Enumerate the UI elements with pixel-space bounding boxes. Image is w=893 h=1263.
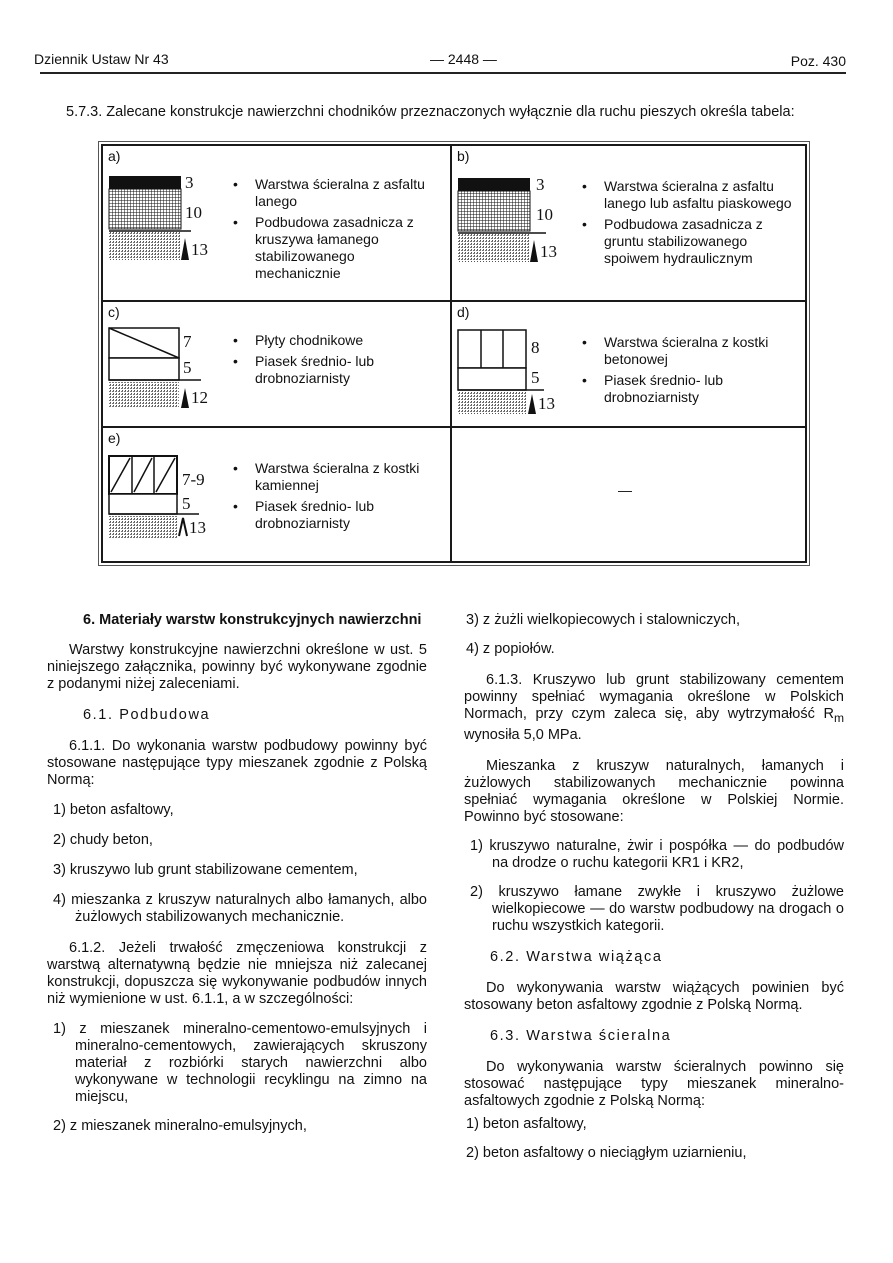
right-column (464, 612, 844, 1162)
thickness-middle: 5 (182, 494, 191, 513)
layer-description: • Warstwa ścieralna z kostki betonowej (582, 334, 792, 368)
layer-list-a (233, 176, 443, 286)
table-cell-b (452, 146, 805, 302)
thickness-top: 3 (536, 175, 545, 194)
list-item: 4) mieszanka z kruszyw naturalnych albo łamanych, albo żużlowych stabilizowanych mechanicznie. (53, 892, 427, 925)
layer-description: • Podbudowa zasadnicza z gruntu stabilizowanego spoiwem hydraulicznym (582, 216, 792, 267)
table-cell-empty (452, 428, 805, 561)
layer-description: • Piasek średnio- lub drobnoziarnisty (233, 498, 443, 532)
section-6-3-text: Do wykonywania warstw ścieralnych powinno się stosować następujące typy mieszanek mineralno-asfaltowych zgodnie z Polską Normą: (464, 1058, 844, 1109)
list-item: 2) z mieszanek mineralno-emulsyjnych, (53, 1118, 307, 1134)
thickness-middle: 5 (183, 358, 192, 377)
layer-diagram-e (109, 456, 219, 566)
cell-label: a) (108, 148, 121, 164)
cell-label: d) (457, 304, 470, 320)
empty-placeholder: — (618, 482, 632, 498)
intro-paragraph: 5.7.3. Zalecane konstrukcje nawierzchni chodników przeznaczonych wyłącznie dla ruchu pieszych określa tabela: (66, 103, 795, 120)
list-item: 1) beton asfaltowy, (53, 802, 174, 818)
section-6-1-3: 6.1.3. Kruszywo lub grunt stabilizowany cementem powinny spełniać wymagania określone w Polskich Normach, przy czym zaleca się, aby wytrzymałość $R_m$ wynosiła 5,0 MPa. (464, 672, 844, 743)
list-item: 4) z popiołów. (466, 641, 555, 657)
thickness-total: 13 (540, 242, 557, 261)
layer-description: • Podbudowa zasadnicza z kruszywa łamanego stabilizowanego mechanicznie (233, 214, 443, 282)
layer-list-c (233, 332, 443, 391)
thickness-total: 13 (189, 518, 206, 537)
layer-description: • Warstwa ścieralna z kostki kamiennej (233, 460, 443, 494)
left-column (47, 612, 427, 1135)
journal-title: Dziennik Ustaw Nr 43 (34, 51, 169, 67)
layer-diagram-b (458, 175, 568, 288)
thickness-total: 13 (191, 240, 208, 259)
mixture-paragraph: Mieszanka z kruszyw naturalnych, łamanych i żużlowych stabilizowanych mechanicznie powinna spełniać wymagania określone w Polskiej Normie. Powinno być stosowane: (464, 757, 844, 825)
list-item: 2) chudy beton, (53, 832, 153, 848)
layer-description: • Piasek średnio- lub drobnoziarnisty (233, 353, 443, 387)
section-6-2-heading: 6.2. Warstwa wiążąca (490, 948, 663, 965)
layer-list-d (582, 334, 792, 410)
table-cell-c (103, 302, 452, 428)
section-6-intro: Warstwy konstrukcyjne nawierzchni określone w ust. 5 niniejszego załącznika, powinny być wykonywane zgodnie z podanymi niżej zaleceniami. (47, 642, 427, 692)
thickness-top: 7 (183, 332, 192, 351)
cell-label: b) (457, 148, 470, 164)
thickness-total: 13 (538, 394, 555, 413)
thickness-middle: 10 (536, 205, 553, 224)
layer-description: • Warstwa ścieralna z asfaltu lanego lub asfaltu piaskowego (582, 178, 792, 212)
section-6-1-heading: 6.1. Podbudowa (83, 707, 211, 723)
section-6-1-1: 6.1.1. Do wykonania warstw podbudowy powinny być stosowane następujące typy mieszanek zgodnie z Polską Normą: (47, 738, 427, 788)
layer-list-e (233, 460, 443, 536)
list-item: 3) z żużli wielkopiecowych i stalowniczych, (466, 612, 740, 628)
section-6-1-2: 6.1.2. Jeżeli trwałość zmęczeniowa konstrukcji z warstwą alternatywną będzie nie mniejsza niż zalecanej konstrukcji, dopuszcza się wykonywanie podbudów innych niż wymienione w ust. 6.1.1, a w szczególności: (47, 940, 427, 1007)
table-cell-e (103, 428, 452, 561)
thickness-middle: 10 (185, 203, 202, 222)
layer-diagram-a (109, 173, 219, 286)
pavement-table (101, 144, 807, 563)
thickness-total: 12 (191, 388, 208, 407)
list-item: 3) kruszywo lub grunt stabilizowane cementem, (53, 862, 358, 878)
layer-description: • Warstwa ścieralna z asfaltu lanego (233, 176, 443, 210)
list-item: 1) beton asfaltowy, (466, 1115, 587, 1132)
section-6-heading: 6. Materiały warstw konstrukcyjnych nawierzchni (83, 612, 422, 628)
list-item: 1) kruszywo naturalne, żwir i pospółka — do podbudów na drodze o ruchu kategorii KR1 i KR2, (470, 837, 844, 871)
thickness-top: 7-9 (182, 470, 205, 489)
section-6-3-heading: 6.3. Warstwa ścieralna (490, 1027, 672, 1044)
table-cell-d (452, 302, 805, 428)
page-header (34, 51, 846, 73)
cell-label: c) (108, 304, 120, 320)
thickness-middle: 5 (531, 368, 540, 387)
layer-diagram-c (109, 328, 219, 438)
layer-diagram-d (458, 330, 568, 440)
list-item: 2) beton asfaltowy o nieciągłym uziarnieniu, (466, 1144, 747, 1161)
thickness-top: 3 (185, 173, 194, 192)
list-item: 2) kruszywo łamane zwykłe i kruszywo żużlowe wielkopiecowe — do warstw podbudowy na drogach o ruchu wszystkich kategorii. (470, 883, 844, 934)
layer-description: • Piasek średnio- lub drobnoziarnisty (582, 372, 792, 406)
layer-description: • Płyty chodnikowe (233, 332, 443, 349)
list-item: 1) z mieszanek mineralno-cementowo-emulsyjnych i mineralno-cementowych, zawierających skruszony materiał z rozbiórki starych nawierzchni albo wykonywane w technologii recyklingu na zimno na miejscu, (53, 1021, 427, 1105)
cell-label: e) (108, 430, 121, 446)
position-number: Poz. 430 (790, 53, 846, 69)
section-6-2-text: Do wykonywania warstw wiążących powinien być stosowany beton asfaltowy zgodnie z Polską Normą. (464, 979, 844, 1013)
table-cell-a (103, 146, 452, 302)
thickness-top: 8 (531, 338, 540, 357)
layer-list-b (582, 178, 792, 271)
header-rule (40, 72, 846, 74)
page-number: — 2448 — (430, 51, 497, 67)
